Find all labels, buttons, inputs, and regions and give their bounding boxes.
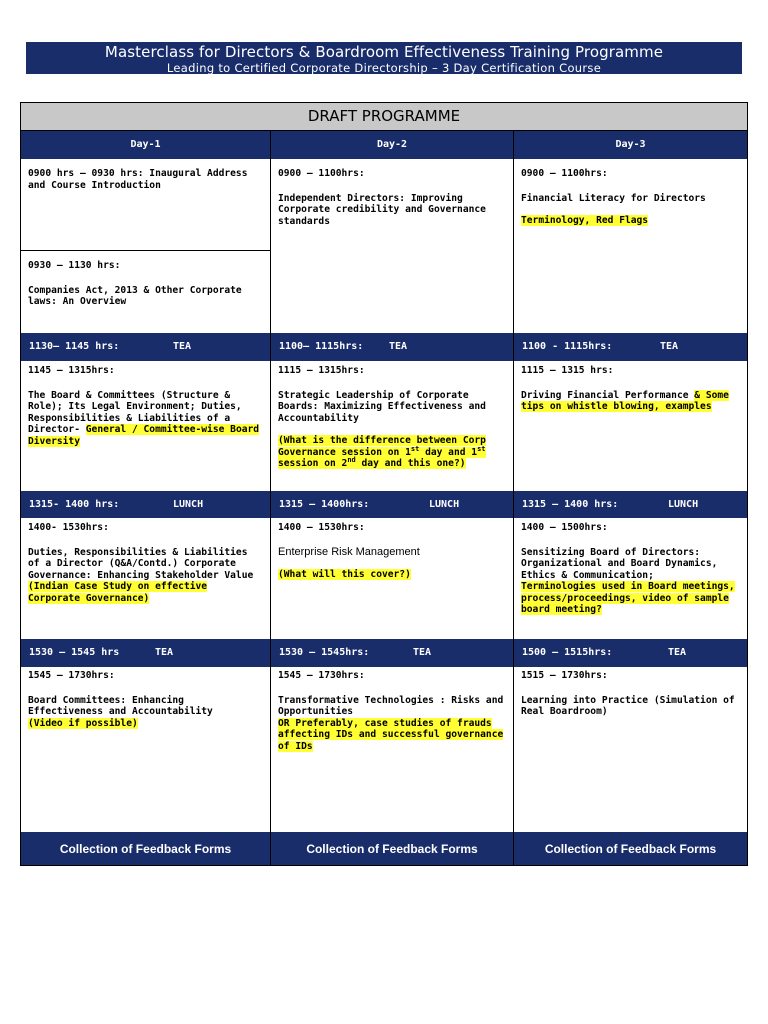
session-d2-transformative-tech bbox=[271, 667, 513, 832]
session-d3-sensitizing bbox=[514, 518, 747, 639]
session-time: 1115 – 1315 hrs: bbox=[521, 365, 614, 376]
session-note: Terminology, Red Flags bbox=[521, 215, 649, 226]
feedback-d3: Collection of Feedback Forms bbox=[514, 832, 747, 865]
programme-table bbox=[20, 102, 748, 866]
band-label: TEA bbox=[660, 341, 679, 352]
page-title: Masterclass for Directors & Boardroom Effectiveness Training Programme bbox=[104, 43, 664, 61]
session-desc: Learning into Practice (Simulation of Real Boardroom) bbox=[521, 694, 735, 717]
band-time: 1315 – 1400hrs: bbox=[279, 499, 370, 510]
session-desc: Sensitizing Board of Directors: Organizational and Board Dynamics, Ethics & Communication; bbox=[521, 546, 718, 581]
session-note: Terminologies used in Board meetings, process/proceedings, video of sample board meeting? bbox=[521, 581, 735, 615]
session-desc: Financial Literacy for Directors bbox=[521, 192, 706, 204]
tea-band-d3 bbox=[514, 333, 747, 361]
lunch-band-d2 bbox=[271, 491, 513, 518]
session-d1-duties bbox=[21, 518, 270, 639]
session-desc: Enterprise Risk Management bbox=[278, 545, 420, 558]
lunch-band-d3 bbox=[514, 491, 747, 518]
grid-line bbox=[21, 130, 747, 131]
band-time: 1100– 1115hrs: bbox=[279, 341, 364, 352]
lunch-band-d1 bbox=[21, 491, 270, 518]
session-d2-independent-directors bbox=[271, 159, 513, 333]
band-label: TEA bbox=[155, 647, 174, 658]
tea-band-d1 bbox=[21, 333, 270, 361]
feedback-d1: Collection of Feedback Forms bbox=[21, 832, 270, 865]
session-desc: Companies Act, 2013 & Other Corporate laws: An Overview bbox=[28, 284, 242, 307]
session-time: 1400 – 1530hrs: bbox=[278, 522, 365, 533]
page-subtitle: Leading to Certified Corporate Directorship – 3 Day Certification Course bbox=[166, 61, 602, 75]
band-label: LUNCH bbox=[429, 499, 460, 510]
session-desc: The Board & Committees (Structure & Role); Its Legal Environment; Duties, Responsibilities & Liabilities of a Director- bbox=[28, 389, 242, 435]
table-title: DRAFT PROGRAMME bbox=[21, 103, 747, 130]
band-label: TEA bbox=[413, 647, 432, 658]
tea2-band-d2 bbox=[271, 639, 513, 667]
session-time: 1400- 1530hrs: bbox=[28, 522, 109, 533]
session-d3-financial-performance bbox=[514, 361, 747, 491]
session-desc: Transformative Technologies : Risks and Opportunities bbox=[278, 694, 504, 717]
session-note: (Indian Case Study on effective Corporate Governance) bbox=[28, 581, 208, 604]
session-time: 1545 – 1730hrs: bbox=[28, 670, 115, 681]
session-time: 0900 – 1100hrs: bbox=[278, 168, 365, 179]
session-time: 1145 – 1315hrs: bbox=[28, 365, 115, 376]
band-time: 1130– 1145 hrs: bbox=[29, 341, 120, 352]
session-d1-companies-act bbox=[21, 251, 270, 333]
session-note: (Video if possible) bbox=[28, 717, 138, 729]
band-label: LUNCH bbox=[668, 499, 699, 510]
band-label: TEA bbox=[173, 341, 192, 352]
band-label: LUNCH bbox=[173, 499, 204, 510]
session-d3-financial-literacy bbox=[514, 159, 747, 333]
session-time: 0900 – 1100hrs: bbox=[521, 168, 608, 179]
tea2-band-d3 bbox=[514, 639, 747, 667]
session-d3-learning-into-practice bbox=[514, 667, 747, 832]
day-3-header: Day-3 bbox=[514, 131, 747, 159]
session-note: & Some tips on whistle blowing, examples bbox=[521, 389, 729, 412]
session-desc: Independent Directors: Improving Corporate credibility and Governance standards bbox=[278, 192, 486, 227]
session-time: 1400 – 1500hrs: bbox=[521, 522, 608, 533]
session-d2-strategic-leadership bbox=[271, 361, 513, 491]
feedback-d2: Collection of Feedback Forms bbox=[271, 832, 513, 865]
day-2-header: Day-2 bbox=[271, 131, 513, 159]
session-desc: Duties, Responsibilities & Liabilities of a Director (Q&A/Contd.) Corporate Governance: Enhancing Stakeholder Value bbox=[28, 546, 254, 581]
band-time: 1500 – 1515hrs: bbox=[522, 647, 613, 658]
session-time: 1545 – 1730hrs: bbox=[278, 670, 365, 681]
band-label: TEA bbox=[389, 341, 408, 352]
session-time: 1115 – 1315hrs: bbox=[278, 365, 365, 376]
session-note: OR Preferably, case studies of frauds affecting IDs and successful governance of IDs bbox=[278, 717, 504, 752]
day-1-header: Day-1 bbox=[21, 131, 270, 159]
band-time: 1530 – 1545hrs: bbox=[279, 647, 370, 658]
session-note: General / Committee-wise Board Diversity bbox=[28, 424, 260, 447]
band-time: 1530 – 1545 hrs bbox=[29, 647, 120, 658]
session-desc: Driving Financial Performance bbox=[521, 389, 689, 401]
band-time: 1315 – 1400 hrs: bbox=[522, 499, 619, 510]
band-time: 1100 - 1115hrs: bbox=[522, 341, 613, 352]
band-time: 1315- 1400 hrs: bbox=[29, 499, 120, 510]
tea-band-d2 bbox=[271, 333, 513, 361]
tea2-band-d1 bbox=[21, 639, 270, 667]
session-desc: Strategic Leadership of Corporate Boards: Maximizing Effectiveness and Accountability bbox=[278, 389, 486, 424]
session-desc: Board Committees: Enhancing Effectiveness and Accountability bbox=[28, 694, 213, 717]
band-label: TEA bbox=[668, 647, 687, 658]
header-banner bbox=[26, 42, 742, 74]
grid-line bbox=[270, 131, 271, 865]
session-note: (What will this cover?) bbox=[278, 569, 411, 580]
session-note: (What is the difference between Corp Governance session on 1st day and 1st session on 2nd day and this one?) bbox=[278, 435, 486, 469]
session-d2-risk-management bbox=[271, 518, 513, 639]
session-d1-board-committees bbox=[21, 361, 270, 491]
session-time: 0930 – 1130 hrs: bbox=[28, 260, 121, 271]
grid-line bbox=[513, 131, 514, 865]
session-d1-board-committees-effectiveness bbox=[21, 667, 270, 832]
grid-line bbox=[21, 250, 270, 251]
session-d1-opening bbox=[21, 159, 270, 251]
session-time: 0900 hrs – 0930 hrs: Inaugural Address and Course Introduction bbox=[28, 168, 248, 191]
session-time: 1515 – 1730hrs: bbox=[521, 670, 608, 681]
